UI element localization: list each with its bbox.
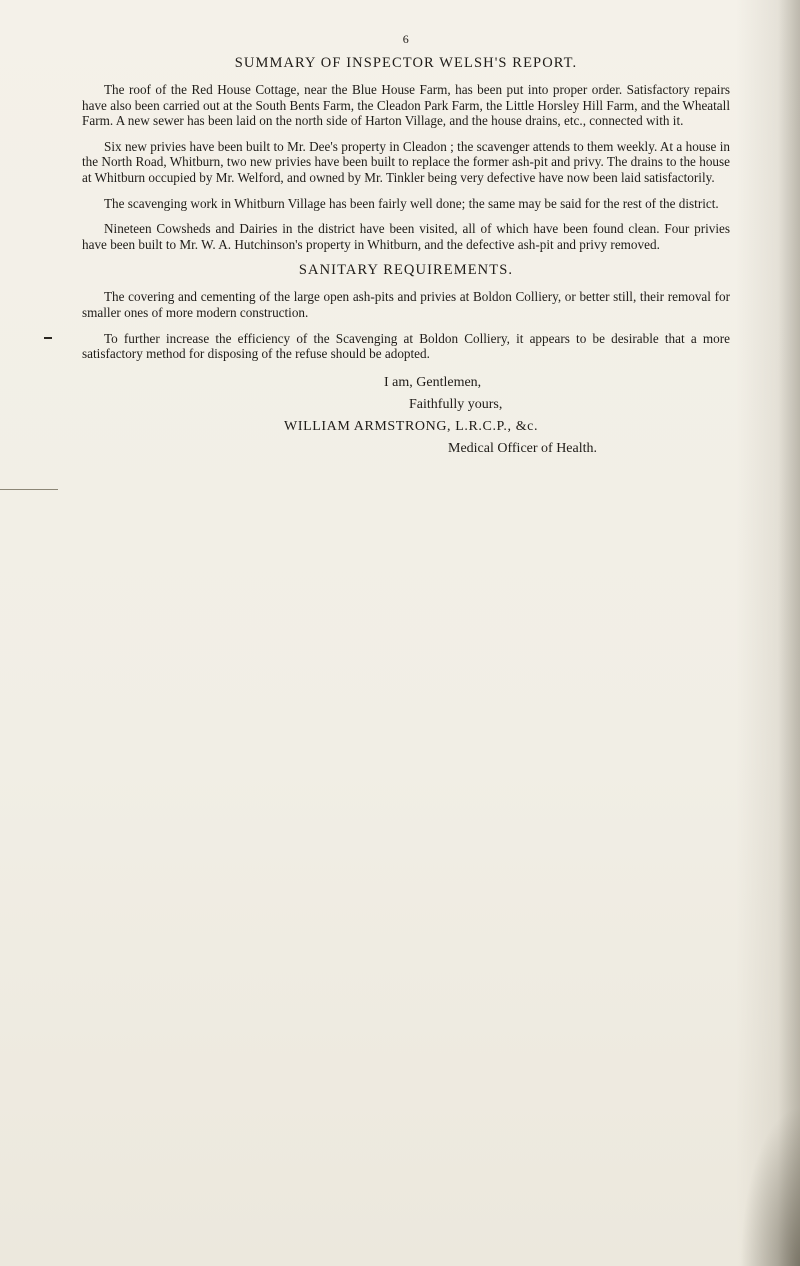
document-body	[82, 32, 730, 460]
page-number: 6	[402, 32, 410, 46]
margin-mark	[44, 337, 52, 339]
summary-heading: SUMMARY OF INSPECTOR WELSH'S REPORT.	[234, 55, 578, 71]
summary-paragraph: The scavenging work in Whitburn Village has been fairly well done; the same may be said for the rest of the district.	[104, 195, 719, 211]
margin-rule	[0, 489, 58, 490]
page-edge-shadow	[778, 0, 800, 1266]
closing-greeting: I am, Gentlemen,	[384, 374, 482, 390]
requirements-heading: SANITARY REQUIREMENTS.	[298, 262, 514, 279]
summary-paragraph: The roof of the Red House Cottage, near the Blue House Farm, has been put into proper order. Satisfactory repairs have also been carried out at the South Bents Farm, the Cleadon Park Farm, the Little Horsley Hill Farm, and the Wheatall Farm. A new sewer has been laid on the north side of Harton Village, and the house drains, etc., connected with it.	[82, 82, 730, 129]
requirements-paragraph: The covering and cementing of the large open ash-pits and privies at Boldon Colliery, or better still, their removal for smaller ones of more modern construction.	[82, 289, 730, 320]
signature-name: WILLIAM ARMSTRONG, L.R.C.P., &c.	[284, 418, 539, 434]
letter-closing	[82, 372, 730, 460]
summary-paragraph: Six new privies have been built to Mr. Dee's property in Cleadon ; the scavenger attends to them weekly. At a house in the North Road, Whitburn, two new privies have been built to replace the former ash-pit and privy. The drains to the house at Whitburn occupied by Mr. Welford, and owned by Mr. Tinkler being very defective have now been laid satisfactorily.	[82, 138, 730, 185]
signature-title: Medical Officer of Health.	[448, 440, 598, 456]
summary-paragraph: Nineteen Cowsheds and Dairies in the district have been visited, all of which have been found clean. Four privies have been built to Mr. W. A. Hutchinson's property in Whitburn, and the defective ash-pit and privy removed.	[82, 221, 730, 252]
closing-valediction: Faithfully yours,	[409, 396, 503, 412]
requirements-paragraph: To further increase the efficiency of the Scavenging at Boldon Colliery, it appears to be desirable that a more satisfactory method for disposing of the refuse should be adopted.	[82, 330, 730, 362]
page-corner-shadow	[740, 1106, 800, 1266]
